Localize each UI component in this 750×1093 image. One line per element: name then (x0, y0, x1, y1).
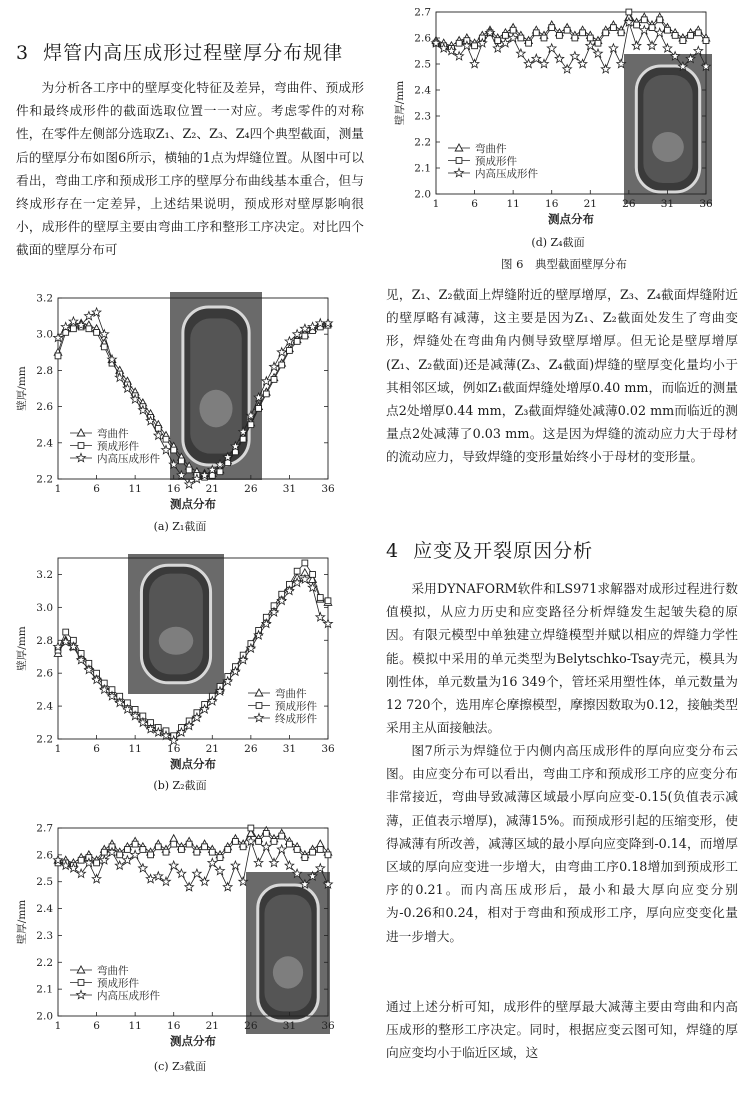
data-point (287, 348, 293, 354)
legend-label: 终成形件 (275, 712, 317, 725)
data-point (601, 65, 610, 73)
data-point (694, 46, 703, 54)
data-point (665, 27, 671, 33)
y-tick-label: 2.0 (414, 188, 431, 201)
legend-marker (256, 703, 262, 709)
section-3-heading (16, 38, 343, 65)
y-tick-label: 2.3 (414, 110, 431, 123)
data-point (518, 35, 524, 41)
data-point (132, 841, 138, 847)
legend-label: 预成形件 (97, 440, 139, 453)
x-tick-label: 1 (54, 483, 62, 495)
x-tick-label: 16 (545, 198, 559, 210)
data-point (695, 30, 701, 36)
data-point (78, 857, 84, 863)
x-tick-label: 1 (54, 1020, 62, 1032)
data-point (294, 568, 300, 574)
x-tick-label: 31 (282, 483, 297, 495)
data-point (285, 861, 294, 869)
legend-marker (255, 713, 264, 721)
chart-z2-subcaption: (b) Z₂截面 (153, 779, 207, 792)
y-tick-label: 2.2 (414, 136, 431, 149)
data-point (648, 41, 657, 49)
data-point (526, 40, 532, 46)
data-point (94, 860, 100, 866)
x-tick-label: 1 (54, 743, 62, 755)
section-number: 4 (386, 540, 400, 562)
x-axis-label: 测点分布 (548, 212, 594, 226)
data-point (125, 847, 131, 853)
chart-z4-svg (388, 4, 728, 232)
legend-label: 弯曲件 (475, 142, 507, 155)
y-tick-label: 2.6 (36, 401, 53, 414)
x-tick-label: 6 (93, 483, 100, 495)
x-tick-label: 26 (244, 743, 258, 755)
data-point (563, 65, 572, 73)
data-point (163, 436, 169, 442)
data-point (85, 312, 94, 320)
section-4-paragraph-2: 图7所示为焊缝位于内侧内高压成形件的厚向应变分布云图。由应变分布可以看出，弯曲工序和预成形工序的应变分布非常接近，弯曲导致减薄区域最小厚向应变-0.15(负值表示减薄，正值表示增厚)，减薄15%。而预成形引起的压缩变形，使得减薄有所改善，减薄区域的最小厚向应变降到-0.14，而增厚区域的厚向应变进一步增大，由弯曲工序0.18增加到预成形工序的0.21。而内高压成形后，最小和最大厚向应变分别为-0.26和0.24，相对于弯曲和预成形工序，厚向应变变化量进一步增大。 (386, 743, 738, 944)
data-point (186, 841, 192, 847)
y-tick-label: 2.5 (414, 58, 431, 71)
tube-cavity (149, 574, 203, 675)
data-point (92, 874, 101, 882)
tube-cavity (643, 75, 692, 183)
data-point (626, 9, 632, 15)
legend-label: 弯曲件 (275, 687, 307, 700)
data-point (148, 852, 154, 858)
light-reflection (652, 132, 684, 162)
y-tick-label: 3.0 (36, 601, 53, 614)
chart-z3-svg (10, 822, 350, 1054)
data-point (94, 329, 100, 335)
cross-section-photo (624, 54, 712, 204)
light-reflection (199, 390, 232, 428)
data-point (202, 844, 208, 850)
data-point (641, 17, 647, 23)
legend-marker (77, 429, 85, 436)
legend-marker (456, 158, 462, 164)
x-tick-label: 36 (321, 743, 335, 755)
legend-label: 内高压成形件 (97, 452, 160, 465)
data-point (317, 595, 323, 601)
data-point (217, 855, 223, 861)
x-tick-label: 26 (244, 1020, 258, 1032)
data-point (495, 38, 501, 44)
data-point (618, 30, 624, 36)
data-point (470, 59, 479, 67)
data-point (455, 52, 464, 60)
data-point (208, 858, 217, 866)
legend (448, 142, 538, 180)
legend-label: 预成形件 (275, 700, 317, 713)
data-point (225, 847, 231, 853)
data-point (277, 845, 286, 853)
data-point (294, 339, 300, 345)
data-point (262, 842, 271, 850)
legend-marker (78, 443, 84, 449)
tube-cavity (264, 895, 311, 1012)
data-point (680, 38, 686, 44)
y-tick-label: 2.4 (36, 700, 53, 713)
data-point (256, 839, 262, 845)
data-point (540, 59, 549, 67)
data-point (688, 33, 694, 39)
section-4-paragraph-3: 通过上述分析可知，成形件的壁厚最大减薄主要由弯曲和内高压成形的整形工序决定。同时，根据应变云图可知，焊缝的厚向应变均小于临近区域，这 (386, 999, 738, 1061)
data-point (287, 841, 293, 847)
chart-z2-svg (10, 550, 350, 775)
data-point (193, 869, 202, 877)
data-point (248, 825, 254, 831)
data-point (262, 377, 271, 385)
data-point (240, 436, 246, 442)
data-point (77, 869, 86, 877)
x-tick-label: 11 (128, 743, 142, 755)
x-axis-label: 测点分布 (170, 1034, 216, 1048)
data-point (55, 353, 61, 359)
legend-marker (78, 980, 84, 986)
data-point (663, 44, 672, 52)
chart-z3-subcaption: (c) Z₃截面 (153, 1060, 207, 1073)
data-point (603, 30, 609, 36)
light-reflection (273, 956, 303, 988)
chart-z3 (10, 822, 350, 1073)
x-tick-label: 31 (282, 1020, 297, 1032)
x-tick-label: 21 (205, 1020, 219, 1032)
y-tick-label: 2.2 (36, 473, 53, 486)
data-point (155, 844, 161, 850)
data-point (270, 858, 279, 866)
data-point (472, 43, 478, 49)
data-point (194, 849, 200, 855)
data-point (294, 847, 300, 853)
data-point (217, 469, 223, 475)
y-tick-label: 2.6 (36, 849, 53, 862)
data-point (209, 849, 215, 855)
data-point (170, 835, 178, 842)
data-point (279, 362, 285, 368)
data-point (185, 883, 194, 891)
data-point (533, 30, 539, 36)
data-point (117, 852, 123, 858)
legend (248, 687, 317, 725)
x-tick-label: 6 (471, 198, 478, 210)
y-tick-label: 2.0 (36, 1010, 53, 1023)
x-tick-label: 1 (432, 198, 440, 210)
y-tick-label: 2.1 (414, 162, 431, 175)
data-point (63, 629, 69, 635)
data-point (169, 861, 178, 869)
cross-section-photo (170, 292, 262, 480)
data-point (263, 830, 269, 836)
x-tick-label: 11 (128, 483, 142, 495)
y-tick-label: 2.8 (36, 634, 53, 647)
y-tick-label: 2.7 (36, 822, 53, 835)
data-point (277, 348, 286, 356)
data-point (493, 44, 502, 52)
x-tick-label: 36 (699, 198, 713, 210)
chart-z1-subcaption: (a) Z₁截面 (153, 520, 207, 533)
y-tick-label: 2.2 (36, 956, 53, 969)
data-point (271, 377, 277, 383)
section-title: 应变及开裂原因分析 (413, 540, 594, 562)
chart-z4 (388, 4, 728, 249)
chart-z1-svg (10, 290, 350, 515)
data-point (179, 458, 185, 464)
x-tick-label: 31 (660, 198, 675, 210)
y-tick-label: 2.4 (414, 84, 431, 97)
data-point (186, 467, 192, 473)
y-axis-label: 壁厚/mm (394, 80, 406, 126)
data-point (580, 30, 586, 36)
data-point (640, 26, 649, 34)
legend-marker (255, 689, 263, 696)
data-point (595, 40, 601, 46)
data-point (140, 847, 146, 853)
cross-section-photo (128, 554, 224, 694)
legend-marker (77, 990, 86, 998)
x-tick-label: 11 (506, 198, 520, 210)
data-point (456, 40, 462, 46)
data-point (564, 27, 570, 33)
chart-z4-subcaption: (d) Z₄截面 (531, 236, 585, 249)
y-tick-label: 2.6 (36, 667, 53, 680)
y-tick-label: 3.0 (36, 328, 53, 341)
data-point (101, 849, 107, 855)
legend-label: 预成形件 (475, 155, 517, 168)
data-point (146, 874, 155, 882)
data-point (325, 852, 331, 858)
data-point (223, 883, 232, 891)
data-point (587, 35, 593, 41)
section-title: 焊管内高压成形过程壁厚分布规律 (43, 42, 344, 64)
x-tick-label: 6 (93, 1020, 100, 1032)
y-tick-label: 2.5 (36, 876, 53, 889)
data-point (310, 849, 316, 855)
data-point (248, 422, 254, 428)
y-axis-label: 壁厚/mm (16, 366, 28, 411)
data-point (703, 38, 709, 44)
x-tick-label: 21 (205, 483, 219, 495)
data-point (586, 41, 595, 49)
x-tick-label: 21 (583, 198, 597, 210)
data-point (310, 572, 316, 578)
data-point (302, 560, 308, 566)
data-point (611, 25, 617, 31)
legend-label: 内高压成形件 (97, 989, 160, 1002)
legend (70, 427, 160, 465)
legend-label: 内高压成形件 (475, 167, 538, 180)
y-tick-label: 2.7 (414, 6, 431, 19)
x-tick-label: 16 (167, 483, 181, 495)
x-axis-label: 测点分布 (170, 497, 216, 511)
data-point (279, 833, 285, 839)
y-tick-label: 2.6 (414, 32, 431, 45)
data-point (270, 362, 279, 370)
data-point (571, 52, 580, 60)
data-point (325, 598, 331, 604)
data-point (115, 861, 124, 869)
data-point (547, 44, 556, 52)
x-tick-label: 36 (321, 483, 335, 495)
data-point (139, 864, 148, 872)
legend-label: 弯曲件 (97, 964, 129, 977)
data-point (302, 855, 308, 861)
cross-section-photo (246, 872, 330, 1034)
data-point (632, 41, 641, 49)
data-point (672, 33, 678, 39)
chart-z1 (10, 290, 350, 533)
section-3-paragraph-1: 为分析各工序中的壁厚变化特征及差异，弯曲件、预成形件和最终成形件的截面选取位置一一对应。考虑零件的对称性，在零件左侧部分选取Z₁、Z₂、Z₃、Z₄四个典型截面，测量后的壁厚分布如图6所示，横轴的1点为焊缝位置。从图中可以看出，弯曲工序和预成形工序的壁厚分布曲线基本重合，但与终成形存在一定差异，上述结果说明，预成形对壁厚影响很小，成形件的壁厚主要由弯曲工序和整形工序决定。对比四个截面的壁厚分布可 (16, 80, 364, 258)
x-tick-label: 36 (321, 1020, 335, 1032)
data-point (524, 59, 533, 67)
legend-marker (455, 144, 463, 151)
data-point (171, 447, 177, 453)
data-point (655, 28, 664, 36)
y-tick-label: 3.2 (36, 292, 53, 305)
data-point (233, 839, 239, 845)
y-tick-label: 2.2 (36, 733, 53, 746)
data-point (609, 44, 618, 52)
x-tick-label: 16 (167, 1020, 181, 1032)
y-tick-label: 2.8 (36, 364, 53, 377)
data-point (317, 847, 323, 853)
data-point (316, 840, 324, 847)
y-tick-label: 2.4 (36, 437, 53, 450)
legend-marker (455, 168, 464, 176)
data-point (557, 33, 563, 39)
y-tick-label: 2.3 (36, 929, 53, 942)
x-tick-label: 26 (244, 483, 258, 495)
section-4-paragraph-1: 采用DYNAFORM软件和LS971求解器对成形过程进行数值模拟，从应力历史和应变路径分析焊缝发生起皱失稳的原因。有限元模型中单独建立焊缝模型并赋以相应的焊缝力学性能。模拟中采用的单元类型为Belytschko-Tsay壳元，模具为刚性体，单元数量为16 349个，管坯采用塑性体，单元数量为12 720个，选用库仑摩擦模型，摩擦因数取为0.12，接触类型采用主从面接触法。 (386, 581, 738, 736)
light-reflection (159, 627, 194, 655)
data-point (163, 849, 169, 855)
data-point (541, 35, 547, 41)
y-tick-label: 2.1 (36, 983, 53, 996)
data-point (179, 847, 185, 853)
data-point (71, 326, 77, 332)
data-point (256, 406, 262, 412)
x-axis-label: 测点分布 (170, 757, 216, 771)
data-point (271, 839, 277, 845)
x-tick-label: 21 (205, 743, 219, 755)
x-tick-label: 16 (167, 743, 181, 755)
data-point (162, 445, 171, 453)
data-point (101, 344, 107, 350)
data-point (324, 619, 333, 627)
data-point (86, 326, 92, 332)
legend-marker (77, 966, 85, 973)
data-point (302, 333, 308, 339)
section-3-paragraph-2: 见，Z₁、Z₂截面上焊缝附近的壁厚增厚，Z₃、Z₄截面焊缝附近的壁厚略有减薄，这主要是因为Z₁、Z₂截面处发生了弯曲变形，焊缝处在弯曲角内侧导致壁厚增厚。但无论是壁厚增厚(Z₁、Z₂截面)还是减薄(Z₃、Z₄截面)焊缝的壁厚变化量均小于其相邻区域，例如Z₁截面焊缝处增厚0.40 mm，而临近的测量点2处增厚0.44 mm，Z₃截面焊缝处减薄0.02 mm而临近的测量点2处减薄了0.03 mm。这是因为焊缝的流动应力大于母材的流动应力，导致焊缝的变形量始终小于母材的变形量。 (386, 287, 738, 465)
data-point (162, 877, 171, 885)
legend-label: 弯曲件 (97, 427, 129, 440)
data-point (503, 33, 509, 39)
data-point (240, 844, 246, 850)
data-point (171, 841, 177, 847)
x-tick-label: 31 (282, 743, 297, 755)
chart-z2 (10, 550, 350, 792)
data-point (231, 861, 240, 869)
data-point (555, 54, 564, 62)
data-point (316, 864, 325, 872)
data-point (657, 17, 663, 23)
y-axis-label: 壁厚/mm (16, 899, 28, 945)
data-point (634, 22, 640, 28)
data-point (572, 35, 578, 41)
legend (70, 964, 160, 1002)
data-point (549, 25, 555, 31)
legend-marker (77, 453, 86, 461)
data-point (517, 49, 526, 57)
legend-label: 预成形件 (97, 977, 139, 990)
x-tick-label: 26 (622, 198, 636, 210)
tube-cavity (190, 318, 242, 453)
x-tick-label: 11 (128, 1020, 142, 1032)
y-tick-label: 3.2 (36, 568, 53, 581)
data-point (254, 858, 263, 866)
y-tick-label: 2.4 (36, 903, 53, 916)
y-axis-label: 壁厚/mm (16, 626, 28, 671)
data-point (510, 27, 516, 33)
section-number: 3 (16, 42, 30, 64)
section-4-heading (386, 536, 593, 563)
data-point (263, 391, 269, 397)
x-tick-label: 6 (93, 743, 100, 755)
figure-6-caption: 图 6 典型截面壁厚分布 (501, 257, 627, 271)
data-point (649, 25, 655, 31)
